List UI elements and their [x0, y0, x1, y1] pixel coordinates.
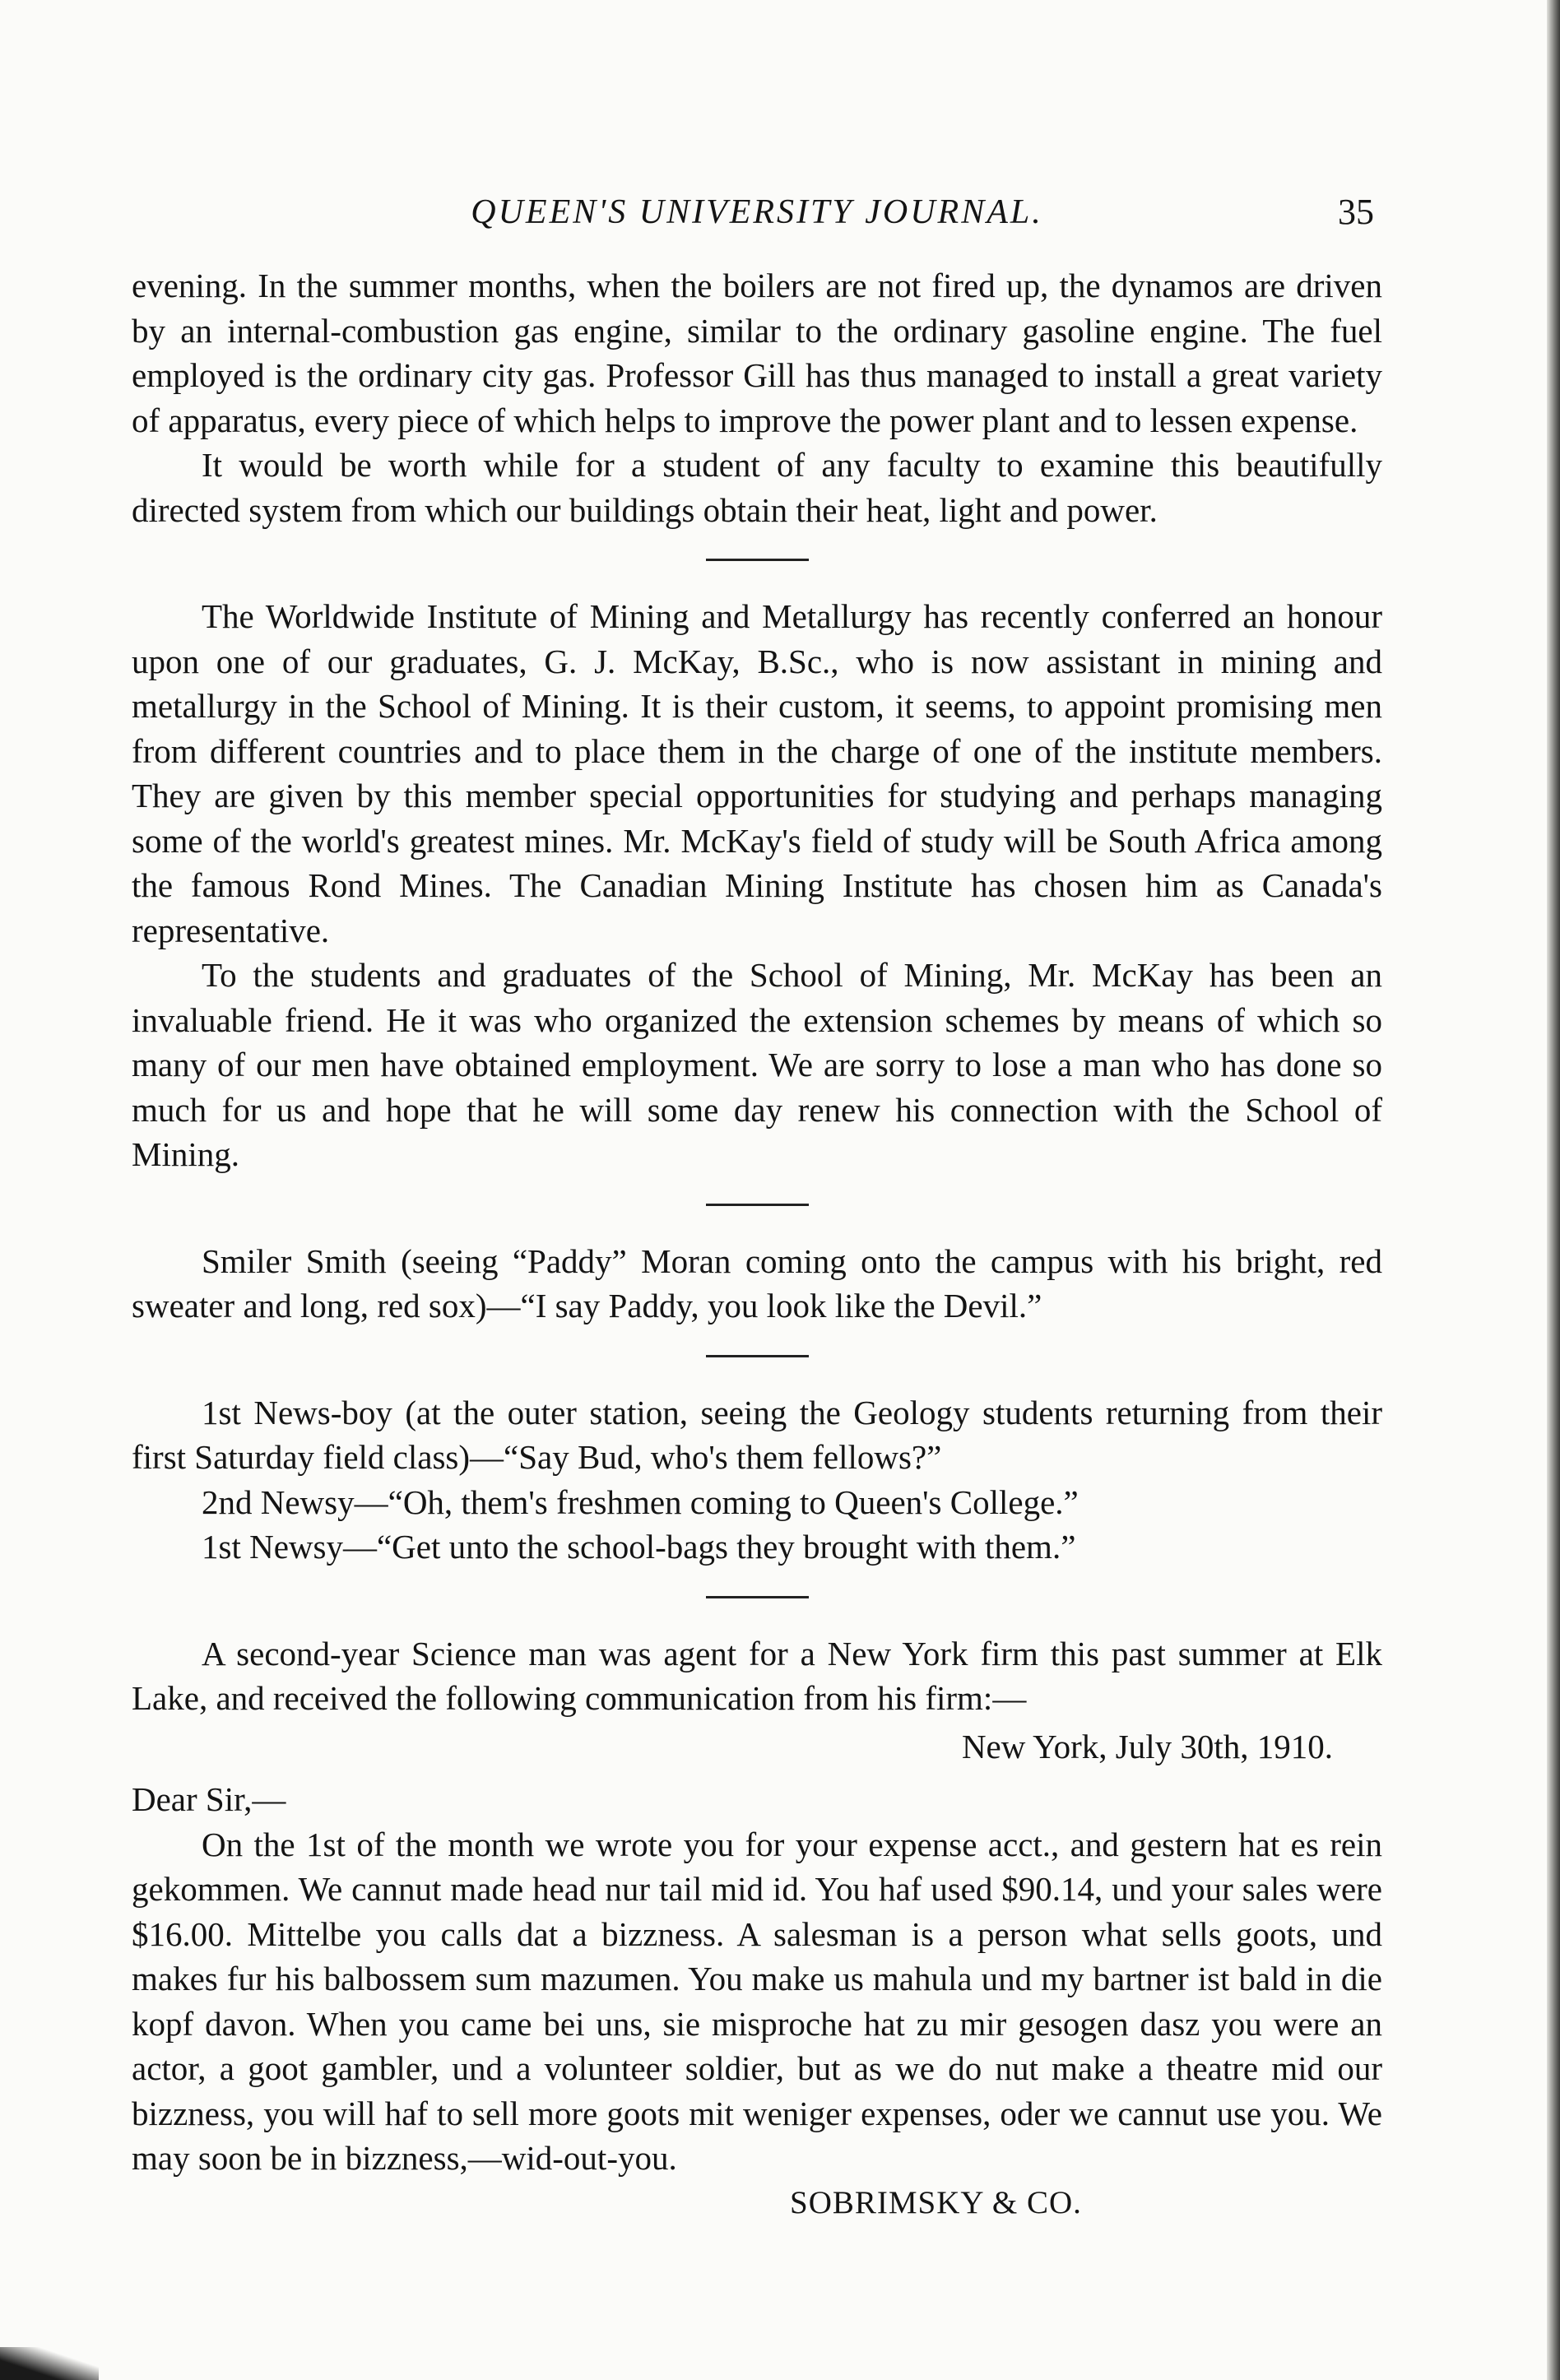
section-divider [706, 1596, 809, 1598]
sobrimsky-letter [132, 1631, 1382, 2226]
anecdote-line: 2nd Newsy—“Oh, them's freshmen coming to Queen's College.” [202, 1482, 1079, 1521]
section-divider [706, 1355, 809, 1357]
letter-intro: A second-year Science man was agent for a New York firm this past summer at Elk Lake, and received the following communication from his firm:— [132, 1634, 1382, 1717]
letter-signature: SOBRIMSKY & CO. [790, 2184, 1082, 2220]
anecdote-line: 1st News-boy (at the outer station, seeing the Geology students returning from their first Saturday field class)—“Say Bud, who's them fellows?” [132, 1393, 1382, 1476]
corner-shadow [0, 2347, 99, 2380]
mckay-article [132, 594, 1382, 1177]
letter-dateline: New York, July 30th, 1910. [961, 1727, 1333, 1765]
article-paragraph: It would be worth while for a student of any faculty to examine this beautifully directed system from which our buildings obtain their heat, light and power. [132, 446, 1382, 529]
journal-title: QUEEN'S UNIVERSITY JOURNAL. [471, 193, 1043, 231]
smiler-smith-anecdote [132, 1239, 1382, 1329]
letter-salutation: Dear Sir,— [132, 1780, 286, 1818]
letter-body: On the 1st of the month we wrote you for your expense acct., and gestern hat es rein gekommen. We cannut made head nur tail mid id. You haf used $90.14, und your sales were $16.00. Mittelbe you calls dat a bizzness. A salesman is a person what sells goots, und makes fur his balbossem sum mazumen. You make us mahula und my bartner ist bald in die kopf davon. When you came bei uns, sie misproche hat zu mir gesogen dasz you were an actor, a goot gambler, und a volunteer soldier, but as we do nut make a theatre mid our bizzness, you will haf to sell more goots mit weniger expenses, oder we cannut use you. We may soon be in bizzness,—wid-out-you. [132, 1825, 1382, 2177]
page-number: 35 [1338, 192, 1374, 232]
section-divider [706, 559, 809, 561]
running-header [132, 173, 1382, 263]
anecdote-paragraph: Smiler Smith (seeing “Paddy” Moran coming onto the campus with his bright, red sweater and long, red sox)—“I say Paddy, you look like the Devil.” [132, 1241, 1382, 1325]
power-plant-article [132, 263, 1382, 532]
article-paragraph: evening. In the summer months, when the boilers are not fired up, the dynamos are driven by an internal-combustion gas engine, similar to the ordinary gasoline engine. The fuel employed is the ordinary city gas. Professor Gill has thus managed to install a great variety of apparatus, every piece of which helps to improve the power plant and to lessen expense. [132, 267, 1382, 439]
article-paragraph: To the students and graduates of the School of Mining, Mr. McKay has been an invaluable friend. He it was who organized the extension schemes by means of which so many of our men have obtained employment. We are sorry to lose a man who has done so much for us and hope that he will some day renew his connection with the School of Mining. [132, 956, 1382, 1173]
page-edge-shadow [1547, 0, 1560, 2380]
section-divider [706, 1204, 809, 1206]
newsboy-anecdote [132, 1390, 1382, 1570]
journal-page [132, 173, 1382, 2225]
anecdote-line: 1st Newsy—“Get unto the school-bags they brought with them.” [202, 1528, 1076, 1566]
article-paragraph: The Worldwide Institute of Mining and Metallurgy has recently conferred an honour upon one of our graduates, G. J. McKay, B.Sc., who is now assistant in mining and metallurgy in the School of Mining. It is their custom, it seems, to appoint promising men from different countries and to place them in the charge of one of the institute members. They are given by this member special opportunities for studying and perhaps managing some of the world's greatest mines. Mr. McKay's field of study will be South Africa among the famous Rond Mines. The Canadian Mining Institute has chosen him as Canada's representative. [132, 597, 1382, 949]
